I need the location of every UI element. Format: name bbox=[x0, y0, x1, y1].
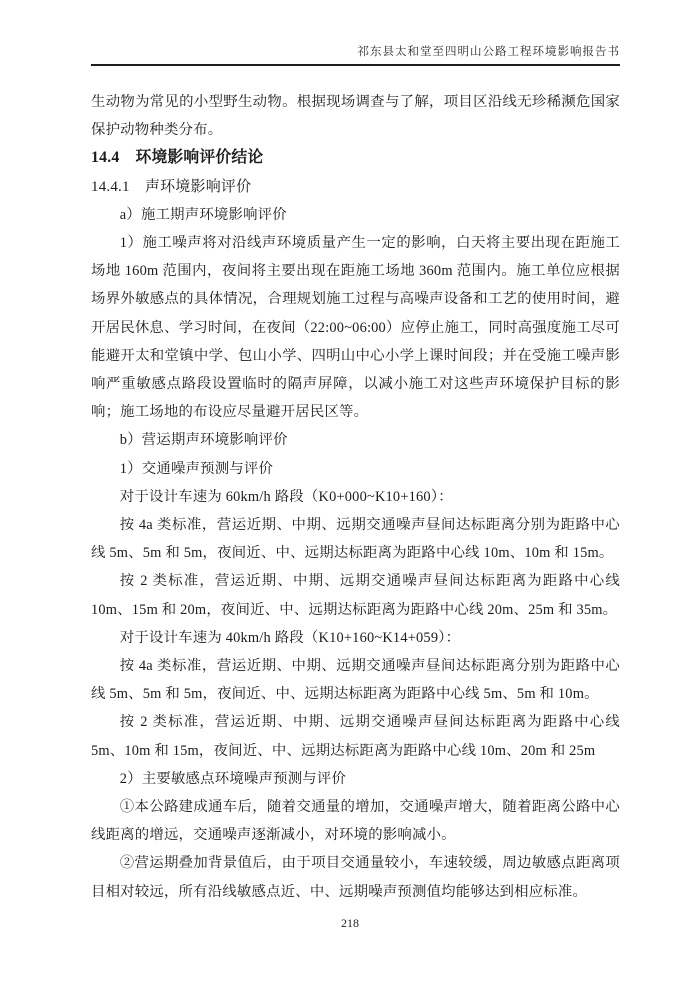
page-header bbox=[91, 43, 620, 59]
section-heading: 14.4 环境影响评价结论 bbox=[91, 149, 264, 167]
paragraph: 按 4a 类标准，营运近期、中期、远期交通噪声昼间达标距离分别为距路中心线 5m、5m 和 5m，夜间近、中、远期达标距离为距路中心线 10m、10m 和 15m。 bbox=[91, 517, 620, 562]
paragraph: 生动物为常见的小型野生动物。根据现场调查与了解，项目区沿线无珍稀濒危国家保护动物种类分布。 bbox=[91, 94, 620, 139]
page-number: 218 bbox=[341, 916, 359, 930]
paragraph: 按 2 类标准，营运近期、中期、远期交通噪声昼间达标距离为距路中心线 5m、10m 和 15m，夜间近、中、远期达标距离为距路中心线 10m、20m 和 25m bbox=[91, 714, 620, 759]
paragraph: ①本公路建成通车后，随着交通量的增加，交通噪声增大，随着距离公路中心线距离的增远，交通噪声逐渐减小，对环境的影响减小。 bbox=[91, 799, 620, 844]
paragraph: 1）交通噪声预测与评价 bbox=[119, 460, 274, 477]
paragraph: b）营运期声环境影响评价 bbox=[119, 432, 288, 449]
document-body bbox=[91, 88, 620, 906]
paragraph: 按 2 类标准，营运近期、中期、远期交通噪声昼间达标距离为距路中心线 10m、15m 和 20m，夜间近、中、远期达标距离为距路中心线 20m、25m 和 35m。 bbox=[91, 573, 620, 618]
paragraph: 对于设计车速为 40km/h 路段（K10+160~K14+059）： bbox=[119, 629, 461, 646]
paragraph: a）施工期声环境影响评价 bbox=[119, 206, 287, 223]
header-title: 祁东县太和堂至四明山公路工程环境影响报告书 bbox=[357, 46, 620, 58]
section-heading: 14.4.1 声环境影响评价 bbox=[91, 178, 252, 195]
paragraph: ②营运期叠加背景值后，由于项目交通量较小，车速较缓，周边敏感点距离项目相对较远，所有沿线敏感点近、中、远期噪声预测值均能够达到相应标准。 bbox=[91, 855, 620, 900]
page-footer bbox=[0, 916, 700, 931]
paragraph: 按 4a 类标准，营运近期、中期、远期交通噪声昼间达标距离分别为距路中心线 5m、5m 和 5m，夜间近、中、远期达标距离为距路中心线 5m、5m 和 10m。 bbox=[91, 658, 620, 703]
paragraph: 1）施工噪声将对沿线声环境质量产生一定的影响，白天将主要出现在距施工场地 160m 范围内，夜间将主要出现在距施工场地 360m 范围内。施工单位应根据场界外敏感点的具体情况，合理规划施工过程与高噪声设备和工艺的使用时间，避开居民休息、学习时间，在夜间（22:00~06:00）应停止施工，同时高强度施工尽可能避开太和堂镇中学、包山小学、四明山中心小学上课时间段；并在受施工噪声影响严重敏感点路段设置临时的隔声屏障，以减小施工对这些声环境保护目标的影响；施工场地的布设应尽量避开居民区等。 bbox=[91, 235, 620, 421]
paragraph: 对于设计车速为 60km/h 路段（K0+000~K10+160）： bbox=[119, 488, 453, 505]
paragraph: 2）主要敏感点环境噪声预测与评价 bbox=[119, 770, 347, 787]
header-divider bbox=[91, 64, 620, 66]
